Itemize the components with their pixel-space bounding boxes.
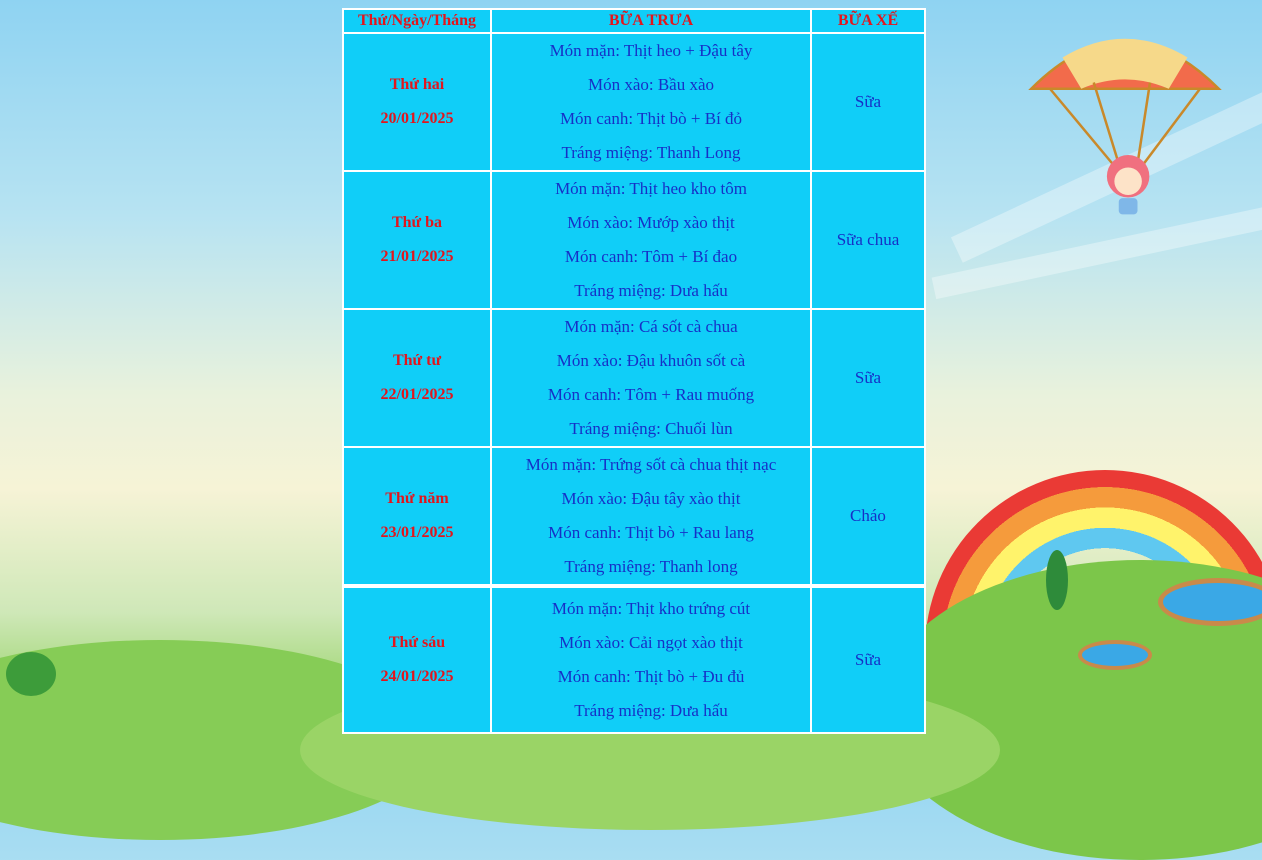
dish-stirfry: Món xào: Đậu tây xào thịt [561, 489, 741, 508]
header-snack: BỮA XẾ [811, 9, 925, 33]
dish-dessert: Tráng miệng: Thanh long [564, 557, 738, 576]
dish-main: Món mặn: Thịt heo + Đậu tây [549, 41, 753, 60]
dish-main: Món mặn: Trứng sốt cà chua thịt nạc [525, 455, 777, 474]
header-lunch: BỮA TRƯA [491, 9, 811, 33]
lunch-cell [491, 447, 811, 586]
day-date: 20/01/2025 [380, 110, 454, 127]
dish-main: Món mặn: Cá sốt cà chua [564, 317, 738, 336]
day-date: 21/01/2025 [380, 248, 454, 265]
dish-dessert: Tráng miệng: Dưa hấu [574, 281, 728, 300]
lunch-cell [491, 309, 811, 447]
lunch-cell [491, 171, 811, 309]
lunch-cell [491, 33, 811, 171]
parachute-girl-icon [965, 20, 1262, 220]
lunch-cell [491, 586, 811, 733]
snack-cell: Sữa [811, 309, 925, 447]
snack-cell: Sữa chua [811, 171, 925, 309]
day-name: Thứ hai [389, 76, 445, 93]
day-cell [343, 586, 491, 733]
dish-soup: Món canh: Thịt bò + Bí đỏ [559, 109, 743, 128]
day-name: Thứ năm [385, 490, 449, 507]
table-row [343, 586, 925, 733]
table-row [343, 33, 925, 171]
day-cell [343, 309, 491, 447]
tree-icon [1046, 550, 1068, 610]
dish-stirfry: Món xào: Bầu xào [587, 75, 715, 94]
dish-dessert: Tráng miệng: Dưa hấu [574, 701, 728, 720]
day-cell [343, 447, 491, 586]
dish-dessert: Tráng miệng: Thanh Long [561, 143, 741, 162]
day-name: Thứ tư [392, 352, 442, 369]
dish-soup: Món canh: Thịt bò + Đu đủ [557, 667, 745, 686]
dish-soup: Món canh: Thịt bò + Rau lang [548, 523, 754, 542]
table-row [343, 447, 925, 586]
table-header-row [343, 9, 925, 33]
dish-stirfry: Món xào: Đậu khuôn sốt cà [556, 351, 746, 370]
snack-cell: Cháo [811, 447, 925, 586]
tree-icon [6, 652, 56, 696]
table-row [343, 309, 925, 447]
day-date: 23/01/2025 [380, 524, 454, 541]
header-day: Thứ/Ngày/Tháng [343, 9, 491, 33]
fountain-pool-icon [1078, 640, 1152, 670]
dish-main: Món mặn: Thịt heo kho tôm [555, 179, 747, 198]
dish-soup: Món canh: Tôm + Bí đao [564, 247, 738, 266]
dish-main: Món mặn: Thịt kho trứng cút [551, 599, 751, 618]
lunch-menu-table [342, 8, 926, 734]
day-date: 24/01/2025 [380, 668, 454, 685]
day-name: Thứ sáu [388, 634, 446, 651]
day-date: 22/01/2025 [380, 386, 454, 403]
dish-soup: Món canh: Tôm + Rau muống [547, 385, 755, 404]
day-cell [343, 171, 491, 309]
table-row [343, 171, 925, 309]
day-name: Thứ ba [391, 214, 443, 231]
dish-stirfry: Món xào: Cải ngọt xào thịt [559, 633, 743, 652]
snack-cell: Sữa [811, 586, 925, 733]
dish-stirfry: Món xào: Mướp xào thịt [567, 213, 735, 232]
snack-cell: Sữa [811, 33, 925, 171]
dish-dessert: Tráng miệng: Chuối lùn [569, 419, 733, 438]
day-cell [343, 33, 491, 171]
